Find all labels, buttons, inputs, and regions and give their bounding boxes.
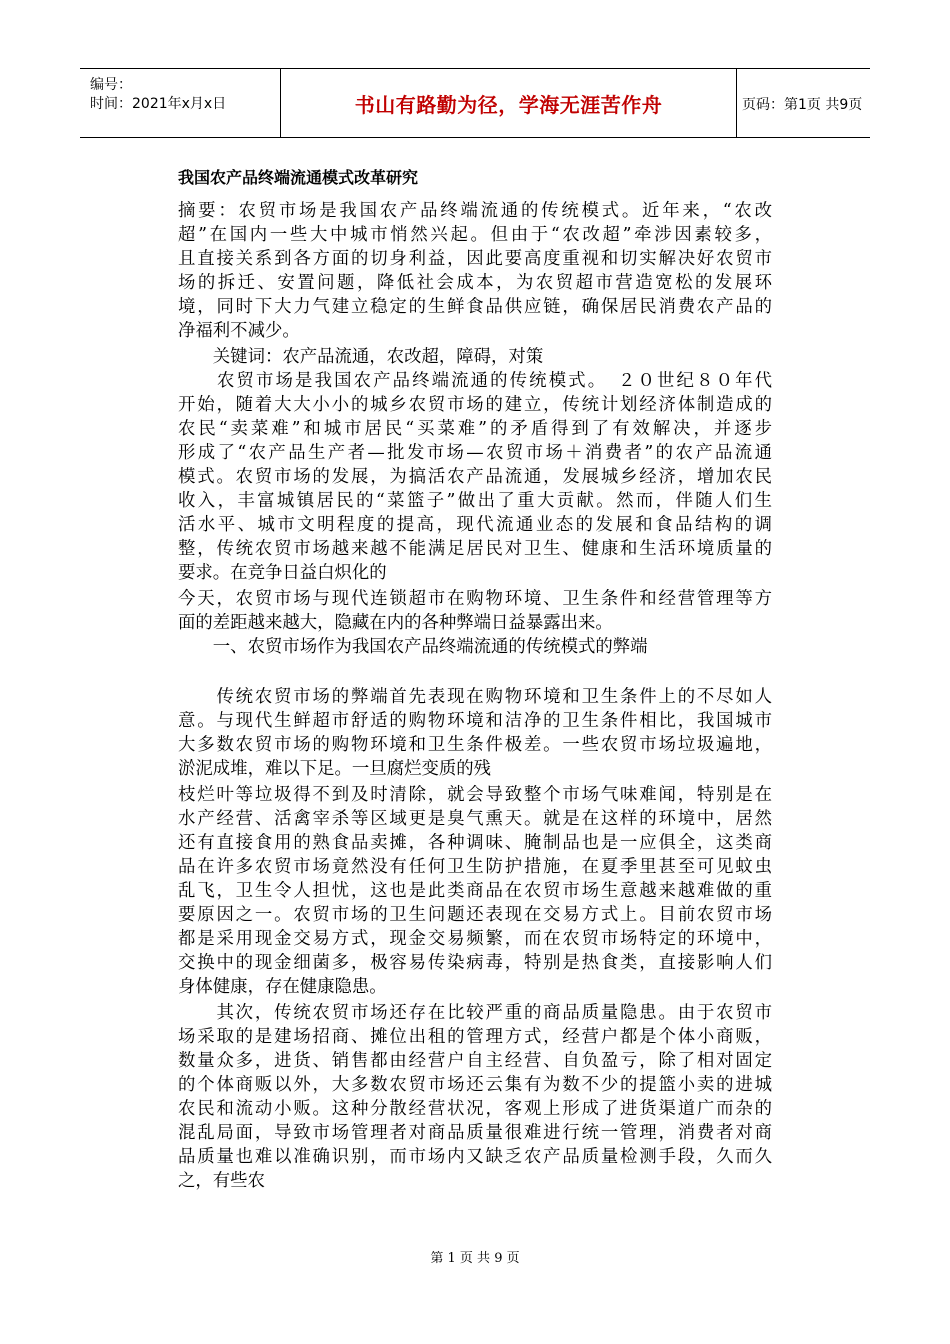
text-line: 一、农贸市场作为我国农产品终端流通的传统模式的弊端 <box>178 637 648 657</box>
text-line: 淤泥成堆，难以下足。一旦腐烂变质的残 <box>178 759 492 779</box>
text-line: 境，同时下大力气建立稳定的生鲜食品供应链，确保居民消费农产品的 <box>178 297 772 317</box>
text-line: 混乱局面，导致市场管理者对商品质量很难进行统一管理，消费者对商 <box>178 1123 772 1143</box>
text-line: 其次，传统农贸市场还存在比较严重的商品质量隐患。由于农贸市 <box>178 1003 772 1023</box>
text-line: 要求。在竞争日益白炽化的 <box>178 563 387 583</box>
page-footer: 第 1 页 共 9 页 <box>430 1251 520 1266</box>
page-number-label: 页码：第1页 共9页 <box>742 97 863 113</box>
text-line: 要原因之一。农贸市场的卫生问题还表现在交易方式上。目前农贸市场 <box>178 905 772 925</box>
text-line: 农民和流动小贩。这种分散经营状况，客观上形成了进货渠道广而杂的 <box>178 1099 772 1119</box>
text-line: 摘要：农贸市场是我国农产品终端流通的传统模式。近年来，“农改 <box>178 201 772 221</box>
text-line: 数量众多，进货、销售都由经营户自主经营、自负盈亏，除了相对固定 <box>178 1051 772 1071</box>
text-line: 枝烂叶等垃圾得不到及时清除，就会导致整个市场气味难闻，特别是在 <box>178 785 772 805</box>
text-line: 传统农贸市场的弊端首先表现在购物环境和卫生条件上的不尽如人 <box>178 687 772 707</box>
text-line: 净福利不减少。 <box>178 321 300 341</box>
text-line: 今天，农贸市场与现代连锁超市在购物环境、卫生条件和经营管理等方 <box>178 589 772 609</box>
text-line: 超”在国内一些大中城市悄然兴起。但由于“农改超”牵涉因素较多， <box>178 225 772 245</box>
text-line: 还有直接食用的熟食品卖摊，各种调味、腌制品也是一应俱全，这类商 <box>178 833 772 853</box>
text-line: 场采取的是建场招商、摊位出租的管理方式，经营户都是个体小商贩， <box>178 1027 772 1047</box>
text-line: 大多数农贸市场的购物环境和卫生条件极差。一些农贸市场垃圾遍地， <box>178 735 772 755</box>
text-line: 身体健康，存在健康隐患。 <box>178 977 387 997</box>
text-line: 开始，随着大大小小的城乡农贸市场的建立，传统计划经济体制造成的 <box>178 395 772 415</box>
text-line: 交换中的现金细菌多，极容易传染病毒，特别是热食类，直接影响人们 <box>178 953 772 973</box>
text-line: 品在许多农贸市场竟然没有任何卫生防护措施，在夏季里甚至可见蚊虫 <box>178 857 772 877</box>
text-line: 形成了“农产品生产者—批发市场—农贸市场＋消费者”的农产品流通 <box>178 443 772 463</box>
text-line: 农贸市场是我国农产品终端流通的传统模式。 ２０世纪８０年代 <box>178 371 772 391</box>
text-line: 水产经营、活禽宰杀等区域更是臭气熏天。就是在这样的环境中，居然 <box>178 809 772 829</box>
text-line: 活水平、城市文明程度的提高，现代流通业态的发展和食品结构的调 <box>178 515 772 535</box>
text-line: 的个体商贩以外，大多数农贸市场还云集有为数不少的提篮小卖的进城 <box>178 1075 772 1095</box>
date-label: 时间：2021年x月x日 <box>90 96 227 112</box>
text-line: 场的拆迁、安置问题，降低社会成本，为农贸超市营造宽松的发展环 <box>178 273 772 293</box>
page-header <box>80 68 870 138</box>
text-line: 都是采用现金交易方式，现金交易频繁，而在农贸市场特定的环境中， <box>178 929 772 949</box>
document-title: 我国农产品终端流通模式改革研究 <box>178 168 419 187</box>
text-line: 农民“卖菜难”和城市居民“买菜难”的矛盾得到了有效解决，并逐步 <box>178 419 772 439</box>
text-line: 乱飞，卫生令人担忧，这也是此类商品在农贸市场生意越来越难做的重 <box>178 881 772 901</box>
text-line: 关键词：农产品流通，农改超，障碍，对策 <box>178 347 544 367</box>
text-line: 之，有些农 <box>178 1171 265 1191</box>
header-motto-cell <box>280 69 737 137</box>
number-label: 编号： <box>90 77 132 93</box>
text-line: 面的差距越来越大，隐藏在内的各种弊端日益暴露出来。 <box>178 613 613 633</box>
text-line: 模式。农贸市场的发展，为搞活农产品流通，发展城乡经济，增加农民 <box>178 467 772 487</box>
text-line: 收入，丰富城镇居民的“菜篮子”做出了重大贡献。然而，伴随人们生 <box>178 491 772 511</box>
header-page-cell <box>736 69 870 137</box>
text-line: 整，传统农贸市场越来越不能满足居民对卫生、健康和生活环境质量的 <box>178 539 772 559</box>
text-line: 且直接关系到各方面的切身利益，因此要高度重视和切实解决好农贸市 <box>178 249 772 269</box>
text-line: 品质量也难以准确识别，而市场内又缺乏农产品质量检测手段，久而久 <box>178 1147 772 1167</box>
motto-text: 书山有路勤为径，学海无涯苦作舟 <box>354 93 663 117</box>
text-line: 意。与现代生鲜超市舒适的购物环境和洁净的卫生条件相比，我国城市 <box>178 711 772 731</box>
header-info-cell <box>80 69 280 137</box>
